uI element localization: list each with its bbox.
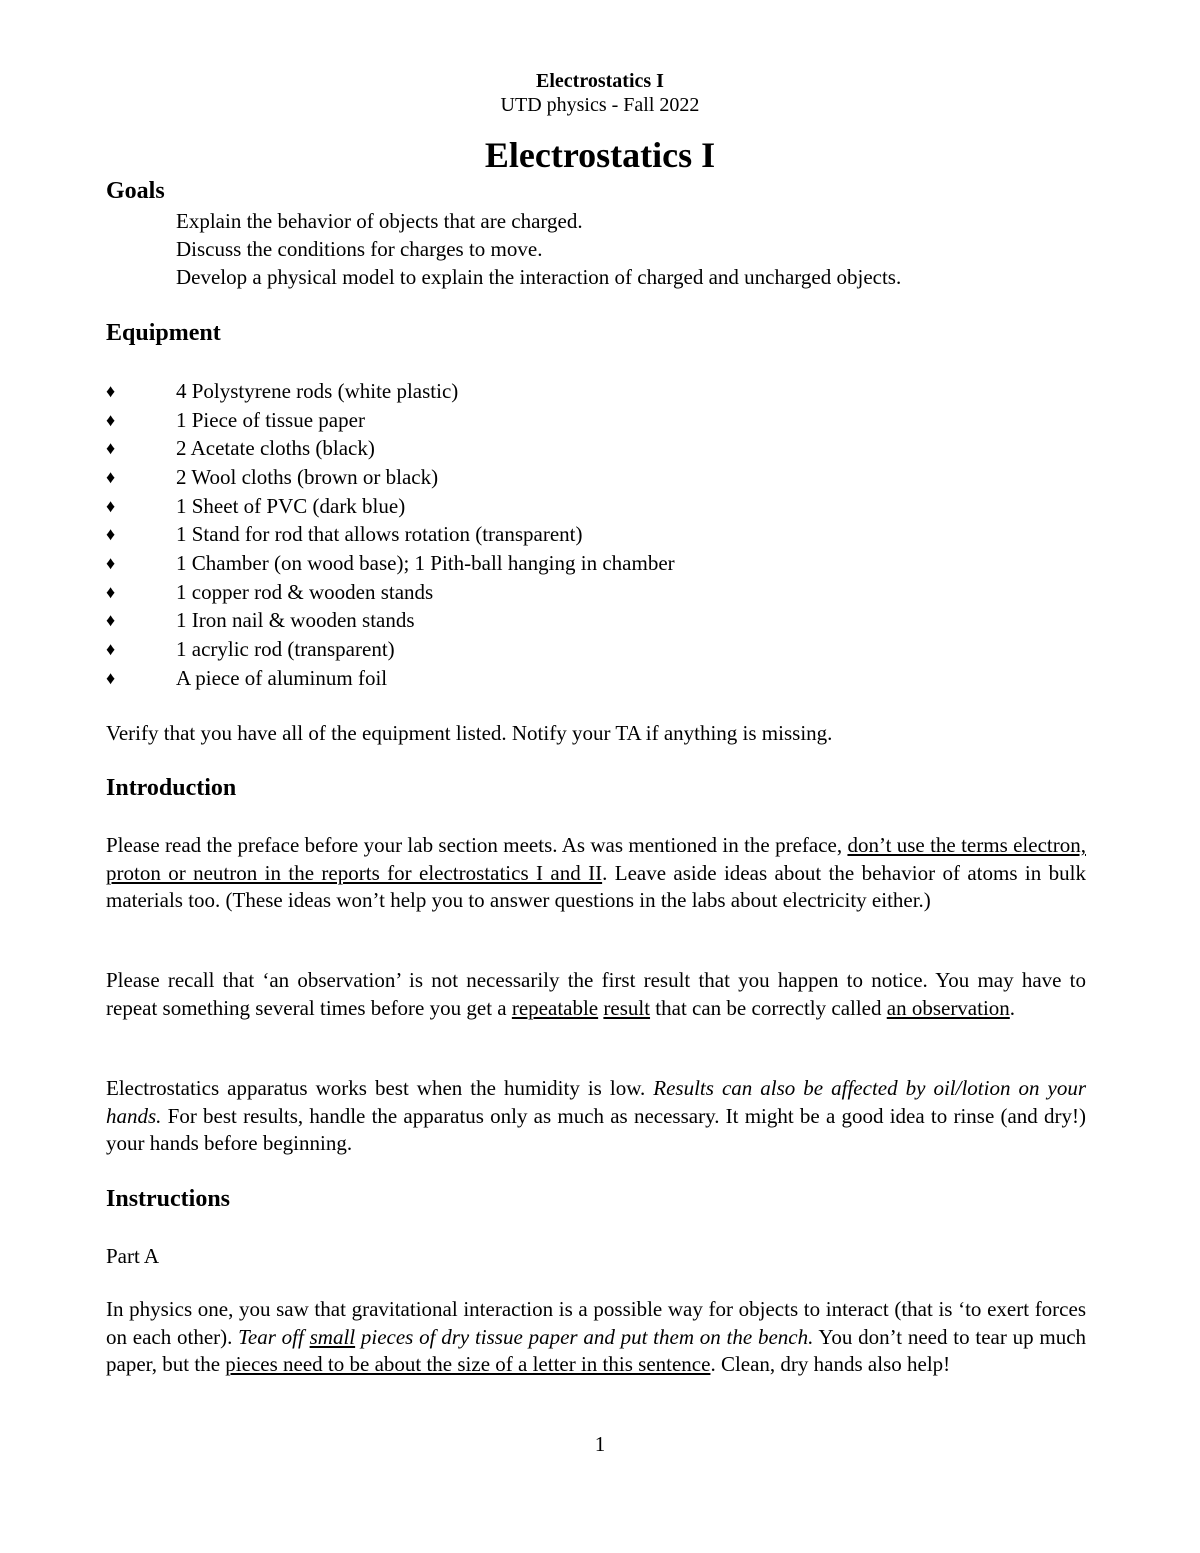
intro-paragraph-3 [106,1075,1086,1158]
italic-text: pieces of dry tissue paper and put them on the bench. [355,1324,814,1349]
equipment-item: 1 acrylic rod (transparent) [176,637,395,661]
running-header-subtitle: UTD physics - Fall 2022 [500,94,700,116]
text-run: Please read the preface before your lab section meets. As was mentioned in the preface, [106,833,848,857]
page-number: 1 [594,1432,606,1456]
instructions-paragraph-1 [106,1296,1086,1379]
italic-text: Results can also be affected by oil/lotion on your hands. [106,1076,1086,1128]
introduction-heading: Introduction [106,775,237,801]
goal-item: Explain the behavior of objects that are charged. [176,209,583,233]
diamond-bullet-icon: ♦ [106,410,116,430]
equipment-item: 1 Stand for rod that allows rotation (transparent) [176,522,583,546]
diamond-bullet-icon: ♦ [106,582,116,602]
diamond-bullet-icon: ♦ [106,553,116,573]
equipment-item: 1 copper rod & wooden stands [176,580,434,604]
text-run: . [1009,995,1016,1020]
text-run: You don’t need to tear up much paper, but the [106,1324,1087,1376]
italic-underlined-text: small [309,1324,356,1349]
page-title: Electrostatics I [484,135,716,175]
diamond-bullet-icon: ♦ [106,496,116,516]
goal-item: Discuss the conditions for charges to move. [176,237,543,261]
equipment-item: 2 Acetate cloths (black) [176,436,375,460]
equipment-item: 4 Polystyrene rods (white plastic) [176,379,459,403]
underlined-text: repeatable [511,995,599,1020]
goal-item: Develop a physical model to explain the interaction of charged and uncharged objects. [176,265,902,289]
equipment-heading: Equipment [106,320,221,346]
goals-heading: Goals [106,178,165,204]
underlined-text: result [603,995,651,1020]
underlined-text: pieces need to be about the size of a letter in this sentence [225,1352,711,1376]
equipment-item: 2 Wool cloths (brown or black) [176,465,439,489]
diamond-bullet-icon: ♦ [106,524,116,544]
diamond-bullet-icon: ♦ [106,467,116,487]
diamond-bullet-icon: ♦ [106,668,116,688]
running-header-title: Electrostatics I [536,70,664,92]
text-run: For best results, handle the apparatus only as much as necessary. It might be a good idea to rinse (and dry!) your hands before beginning. [106,1103,1086,1155]
text-run: Electrostatics apparatus works best when the humidity is low. [106,1076,654,1100]
text-run: Please recall that ‘an observation’ is not necessarily the first result that you happen to notice. You may have to repeat something several times before you get a [106,968,1086,1020]
diamond-bullet-icon: ♦ [106,639,116,659]
underlined-text: an observation [886,995,1010,1020]
underlined-text: don’t use the terms electron, proton or neutron in the reports for electrostatics I and II [106,833,1086,885]
equipment-item: 1 Piece of tissue paper [176,408,365,432]
text-run: that can be correctly called [650,995,887,1020]
text-run: . Leave aside ideas about the behavior of atoms in bulk materials too. (These ideas won’t help you to answer questions in the labs about electricity either.) [106,860,1086,912]
instructions-heading: Instructions [106,1186,231,1212]
part-label: Part A [106,1244,160,1268]
diamond-bullet-icon: ♦ [106,381,116,401]
equipment-item: 1 Iron nail & wooden stands [176,608,415,632]
equipment-item: 1 Chamber (on wood base); 1 Pith-ball hanging in chamber [176,551,675,575]
verify-note: Verify that you have all of the equipment listed. Notify your TA if anything is missing. [106,721,833,745]
intro-paragraph-2 [106,967,1086,1022]
intro-paragraph-1 [106,832,1086,915]
text-run: In physics one, you saw that gravitational interaction is a possible way for objects to interact (that is ‘to exert forces on each other). [106,1297,1086,1349]
equipment-item: 1 Sheet of PVC (dark blue) [176,494,406,518]
diamond-bullet-icon: ♦ [106,610,116,630]
text-run: . Clean, dry hands also help! [710,1352,951,1376]
equipment-item: A piece of aluminum foil [176,666,388,690]
italic-text: Tear off [238,1324,310,1349]
diamond-bullet-icon: ♦ [106,438,116,458]
